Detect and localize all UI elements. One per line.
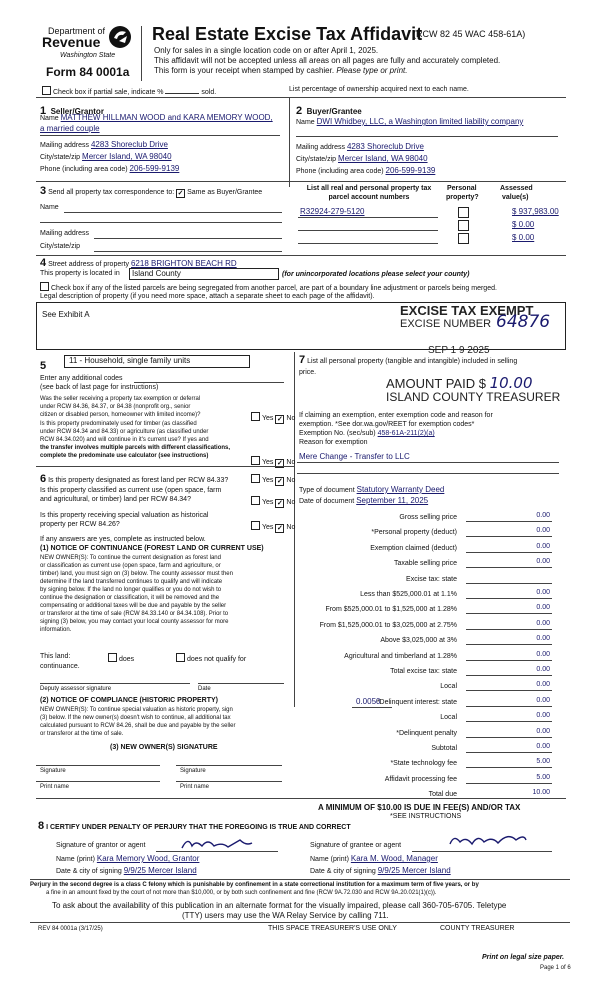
s6-notice1-line: or classification as current use (open space, farm and agriculture, or [40,563,221,569]
local-rate[interactable]: 0.0050 [356,697,381,706]
s6-q3b: property per RCW 84.26? [40,521,120,528]
s6-notice1-line: NEW OWNER(S): To continue the current designation as forest land [40,555,221,561]
buyer-city[interactable]: Mercer Island, WA 98040 [338,154,428,163]
s6-notice1-line: compensating or additional taxes will be due and payable by the seller [40,603,227,609]
grantor-name-label: Name (print) [56,856,95,863]
tax-row-underline [466,567,552,568]
revision-number: REV 84 0001a (3/17/25) [38,926,103,932]
claim-line1: If claiming an exemption, enter exemption code and reason for [299,412,493,419]
deputy-signature-label: Deputy assessor signature [40,686,112,692]
tax-row-value[interactable]: 0.00 [536,543,550,550]
grantor-name[interactable]: Kara Memory Wood, Grantor [96,854,200,863]
section5-number: 5 [40,360,47,372]
does-not-label: does not qualify for [187,656,247,663]
tax-row-label: Total due [428,791,457,798]
section7-number: 7 [299,354,306,366]
dept-revenue: Revenue [42,34,101,50]
parcel-header2: parcel account numbers [328,194,410,201]
personal-header1: Personal [447,185,477,192]
tax-row-value[interactable]: 5.00 [536,774,550,781]
assessed-header1: Assessed [500,185,533,192]
tax-row-value[interactable]: 0.00 [536,681,550,688]
s6-q3a: Is this property receiving special valuation as historical [40,512,209,519]
tax-row-value[interactable]: 0.00 [536,589,550,596]
seller-heading: Seller/Grantor [50,107,104,116]
yes-label: Yes [262,524,274,531]
new-owner-print-name-label: Print name [40,784,70,790]
s6-notice2-title: (2) NOTICE OF COMPLIANCE (HISTORIC PROPERTY) [40,697,218,704]
sold-label: sold. [201,89,217,96]
dept-state: Washington State [60,52,116,59]
tax-row-label: Total excise tax: state [390,668,457,675]
tax-row-label: Local [440,683,457,690]
no-label: No [286,415,296,422]
s6-q2-no-checkbox[interactable] [275,499,284,508]
tax-row-value[interactable]: 0.00 [536,697,550,704]
legal-description: See Exhibit A [42,310,90,319]
seller-name-line1[interactable]: MATTHEW HILLMAN WOOD and KARA MEMORY WOOD, [60,113,273,122]
personal-property-checkbox[interactable] [458,233,469,244]
accessibility-line1: To ask about the availability of this publication in an alternate format for the visually impaired, please call 360-705-6705. Teletype [52,901,507,910]
does-checkbox[interactable] [108,653,117,662]
exemption-no[interactable]: 458-61A-211(2)(a) [377,430,435,437]
county-treasurer-label: COUNTY TREASURER [440,925,515,932]
tax-row-value[interactable]: 0.00 [536,620,550,627]
tax-row-underline [466,629,552,630]
tax-row-label: Subtotal [431,745,457,752]
new-owner-print-name-label: Print name [180,784,210,790]
doc-type-label: Type of document [299,487,355,494]
section1-number: 1 [40,105,47,117]
yes-label: Yes [262,415,274,422]
tax-row-value[interactable]: 0.00 [536,558,550,565]
section6-number: 6 [40,473,47,485]
same-as-buyer-checkbox[interactable] [176,189,185,198]
parcel-number[interactable]: R32924-279-5120 [300,207,365,216]
s6-notice1-line: information. [40,627,72,633]
partial-sale-checkbox[interactable] [42,86,51,95]
buyer-heading: Buyer/Grantee [306,107,362,116]
amount-paid: 10.00 [489,374,533,392]
s6-notice2-line: or transferor at the time of sale. [40,731,124,737]
tax-row-value[interactable]: 0.00 [536,604,550,611]
continuance-label: continuance. [40,663,80,670]
buyer-city-label: City/state/zip [296,156,337,163]
tax-row-label: Excise tax: state [406,576,457,583]
s6-notice2-line: calculated pursuant to RCW 84.26, shall be due and payable by the seller [40,723,236,729]
s5-q2-line4: the transfer involves multiple parcels with different classifications, [40,445,231,451]
s6-q3-yes-checkbox[interactable] [251,521,260,530]
s5-q2-yes-checkbox[interactable] [251,456,260,465]
partial-label: Check box if partial sale, indicate % [53,89,164,96]
additional-codes-note: (see back of last page for instructions) [40,384,159,391]
s5-q2-line5: complete the predominate use calculator (see instructions) [40,453,209,459]
s6-q1: Is this property designated as forest land per RCW 84.33? [48,477,229,484]
assessed-value[interactable]: $ 0.00 [512,233,535,242]
certify-heading: I CERTIFY UNDER PENALTY OF PERJURY THAT THE FOREGOING IS TRUE AND CORRECT [46,824,351,831]
yes-label: Yes [262,459,274,466]
tax-row-label: Affidavit processing fee [384,776,457,783]
reason-label: Reason for exemption [299,439,368,446]
stamp-exempt: EXCISE TAX EXEMPT [400,303,534,318]
tax-row-label: Agricultural and timberland at 1.28% [344,653,457,660]
street-address[interactable]: 6218 BRIGHTON BEACH RD [130,259,237,268]
additional-codes-label: Enter any additional codes [40,375,123,382]
s6-notice1-line: signing (3) below, you may contact your local county assessor for more [40,619,229,625]
buyer-mailing[interactable]: 4283 Shoreclub Drive [346,142,424,151]
does-label: does [119,656,135,663]
tax-row-value[interactable]: 10.00 [532,789,550,796]
treasurer-use-label: THIS SPACE TREASURER'S USE ONLY [268,925,397,932]
grantee-date-label: Date & city of signing [310,868,376,875]
tax-row-underline [466,598,552,599]
s6-notice2-line: NEW OWNER(S): To continue special valuation as historic property, sign [40,707,233,713]
dept-line1: Department of [48,26,106,36]
tax-row-label: Above $3,025,000 at 3% [380,637,457,644]
page-title: Real Estate Excise Tax Affidavit [152,24,423,44]
tax-row-underline [466,706,552,707]
tax-row-label: From $525,000.01 to $1,525,000 at 1.28% [325,606,457,613]
tax-row-underline [466,583,552,584]
segregated-checkbox[interactable] [40,282,49,291]
section3-text: Send all property tax correspondence to: [48,189,175,196]
grantee-signature [446,830,530,852]
seller-mailing[interactable]: 4283 Shoreclub Drive [90,140,168,149]
tax-row-label: Exemption claimed (deduct) [370,545,457,552]
grantee-name-label: Name (print) [310,856,349,863]
tax-row-underline [466,783,552,784]
tax-row-underline [466,737,552,738]
accessibility-line2: (TTY) users may use the WA Relay Service by calling 711. [182,911,389,920]
s6-q2a: Is this property classified as current use (open space, farm [40,487,222,494]
tax-row-label: Gross selling price [399,514,457,521]
county-note: (for unincorporated locations please select your county) [282,271,470,278]
tax-row-label: From $1,525,000.01 to $3,025,000 at 2.75% [319,622,457,629]
claim-line2: exemption. *See dor.wa.gov/REET for exemption codes* [299,421,475,428]
tax-row-value[interactable]: 0.00 [536,728,550,735]
doc-type[interactable]: Statutory Warranty Deed [356,485,445,494]
segregated-text: Check box if any of the listed parcels are being segregated from another parcel, are part of a boundary line adjustment or parcels being merged. [51,285,497,292]
tax-row-label: Less than $525,000.01 at 1.1% [360,591,457,598]
s6-q1-yes-checkbox[interactable] [251,474,260,483]
header-line2: This affidavit will not be accepted unless all areas on all pages are fully and accurately completed. [154,56,501,65]
tax-row-label: *State technology fee [390,760,457,767]
tax-row-underline [466,613,552,614]
tax-row-underline [466,644,552,645]
buyer-name[interactable]: DWI Whidbey, LLC, a Washington limited liability company [316,117,524,126]
exemption-no-label: Exemption No. (sec/sub) [299,430,376,437]
tax-row-label: *Delinquent interest: state [376,699,457,706]
s5-q1-line3: citizen or disabled person, homeowner with limited income)? [40,412,201,418]
legal-paper-note: Print on legal size paper. [482,954,565,961]
county-select[interactable]: Island County [129,268,279,280]
s6-notice3-title: (3) NEW OWNER(S) SIGNATURE [110,744,218,751]
seller-name-line2[interactable]: a married couple [40,124,100,133]
assessed-value[interactable]: $ 0.00 [512,220,535,229]
seller-name-label: Name [40,115,59,122]
s6-notice1-line: by signing below. If the land no longer qualifies or you do not wish to [40,587,222,593]
land-use-code-select[interactable]: 11 - Household, single family units [64,355,250,368]
stamp-excise-number: 64876 [496,312,551,332]
deputy-date-label: Date [198,686,211,692]
form-number: Form 84 0001a [46,65,130,79]
tax-row-label: Local [440,714,457,721]
no-label: No [286,477,296,484]
section2-number: 2 [296,105,303,117]
parcel-header1: List all real and personal property tax [306,185,432,192]
personal-property-checkbox[interactable] [458,207,469,218]
tax-row-underline [466,521,552,522]
buyer-phone[interactable]: 206-599-9139 [385,166,436,175]
tax-row-underline [466,752,552,753]
no-label: No [286,499,296,506]
s6-notice1-line: continue the designation or classification, it will be removed and the [40,595,220,601]
s6-notice2-line: (3) below. If the new owner(s) doesn't wish to continue, all additional tax [40,715,231,721]
s6-notice1-line: determine if the land transferred continues to qualify and will indicate [40,579,223,585]
page-number: Page 1 of 6 [540,965,571,971]
tax-row-label: Taxable selling price [393,560,457,567]
county-treasurer-stamp: ISLAND COUNTY TREASURER [386,390,561,404]
personal-header2: property? [446,194,479,201]
same-as-buyer-label: Same as Buyer/Grantee [187,189,263,196]
tax-row-underline [466,690,552,691]
s5-q2-line2: under RCW 84.34 and 84.33) or agriculture (as classified under [40,429,209,435]
seller-phone[interactable]: 206-599-9139 [129,164,180,173]
doc-date[interactable]: September 11, 2025 [356,496,429,505]
tax-row-value[interactable]: 0.00 [536,512,550,519]
stamp-excise-label: EXCISE NUMBER [400,318,492,330]
exemption-reason[interactable]: Mere Change - Transfer to LLC [299,452,410,461]
grantor-date[interactable]: 9/9/25 Mercer Island [123,866,197,875]
s6-q1-no-checkbox[interactable] [275,477,284,486]
amount-paid-label: AMOUNT PAID $ [386,376,486,391]
s5-q1-yes-checkbox[interactable] [251,412,260,421]
no-label: No [286,459,296,466]
tax-row-underline [466,660,552,661]
seller-city[interactable]: Mercer Island, WA 98040 [82,152,172,161]
grantee-name[interactable]: Kara M. Wood, Manager [350,854,438,863]
s6-notice1-line: or transferor at the time of sale (RCW 84.33.140 or 84.34.108). Prior to [40,611,229,617]
s7-text2: price. [299,369,317,376]
s5-q1-no-checkbox[interactable] [275,415,284,424]
tax-row-value[interactable]: 5.00 [536,758,550,765]
s6-notice1-title: (1) NOTICE OF CONTINUANCE (FOREST LAND OR CURRENT USE) [40,545,264,552]
s6-notice1-line: timber) land, you must sign on (3) below. The county assessor must then [40,571,233,577]
section3-number: 3 [40,185,47,197]
s5-q1-line1: Was the seller receiving a property tax exemption or deferral [40,396,201,402]
this-land-label: This land: [40,653,71,660]
header-line1: Only for sales in a single location code on or after April 1, 2025. [154,46,379,55]
tax-row-value[interactable]: 0.00 [536,666,550,673]
tax-row-underline [466,675,552,676]
assessed-header2: value(s) [502,194,529,201]
tax-row-underline [466,552,552,553]
tax-row-underline [466,536,552,537]
perjury-line1: Perjury in the second degree is a class C felony which is punishable by confinement in a state correctional institution for a maximum term of five years, or by [30,882,479,888]
s6-q2b: and agricultural, or timber) land per RCW 84.34? [40,496,191,503]
minimum-due-line1: A MINIMUM OF $10.00 IS DUE IN FEE(S) AND/OR TAX [318,803,521,812]
minimum-due-line2: *SEE INSTRUCTIONS [390,813,462,820]
header-line3a: This form is your receipt when stamped by cashier. [154,66,335,75]
grantee-signature-label: Signature of grantee or agent [310,842,402,849]
grantor-signature-label: Signature of grantor or agent [56,842,146,849]
seller-phone-label: Phone (including area code) [40,166,128,173]
grantor-date-label: Date & city of signing [56,868,122,875]
new-owner-signature-label: Signature [180,768,206,774]
yes-label: Yes [262,499,274,506]
seller-city-label: City/state/zip [40,154,81,161]
buyer-mailing-label: Mailing address [296,144,346,151]
s3-mailing-label: Mailing address [40,230,90,237]
grantor-signature [178,834,258,854]
tax-row-underline [466,721,552,722]
section8-number: 8 [38,820,45,832]
list-percentage-note: List percentage of ownership acquired next to each name. [289,86,469,93]
tax-row-value[interactable]: 0.00 [536,651,550,658]
revenue-logo-icon [108,24,132,50]
personal-property-checkbox[interactable] [458,220,469,231]
s6-if-yes: If any answers are yes, complete as instructed below. [40,536,206,543]
tax-row-label: *Delinquent penalty [396,730,457,737]
s6-q3-no-checkbox[interactable] [275,524,284,533]
s5-q1-line2: under RCW 84.36, 84.37, or 84.38 (nonprofit org., senior [40,404,191,410]
buyer-phone-label: Phone (including area code) [296,168,384,175]
tax-row-label: *Personal property (deduct) [371,529,457,536]
street-label: Street address of property [48,261,130,268]
tax-row-underline [466,767,552,768]
no-label: No [286,524,296,531]
doc-date-label: Date of document [299,498,355,505]
title-rcw: (RCW 82 45 WAC 458-61A) [413,29,526,39]
seller-mailing-label: Mailing address [40,142,90,149]
s7-text1: List all personal property (tangible and intangible) included in selling [307,358,518,365]
s3-name-label: Name [40,204,59,211]
new-owner-signature-label: Signature [40,768,66,774]
legal-description-label: Legal description of property (if you need more space, attach a separate sheet to each page of the affidavit). [40,293,375,300]
tax-row-value[interactable]: 0.00 [536,527,550,534]
tax-row-value[interactable]: 0.00 [536,635,550,642]
perjury-line2: a fine in an amount fixed by the court of not more than $10,000, or by both such confinement and fine (RCW 9A.72.030 and RCW 9A.20.021(1)(c)). [46,890,437,896]
s3-city-label: City/state/zip [40,243,81,250]
s5-q2-line1: Is this property predominately used for timber (as classified [40,421,197,427]
located-label: This property is located in [40,270,120,277]
tax-row-value[interactable]: 0.00 [536,712,550,719]
header-line3b: Please type or print. [336,66,408,75]
yes-label: Yes [262,477,274,484]
s5-q2-line3: RCW 84.34.020) and will continue in it's current use? If yes and [40,437,209,443]
grantee-date[interactable]: 9/9/25 Mercer Island [377,866,451,875]
s6-q2-yes-checkbox[interactable] [251,496,260,505]
buyer-name-label: Name [296,119,315,126]
tax-row-value[interactable]: 0.00 [536,743,550,750]
does-not-checkbox[interactable] [176,653,185,662]
assessed-value[interactable]: $ 937,983.00 [512,207,559,216]
section4-number: 4 [40,257,47,269]
stamp-date: SEP 1 9 2025 [428,345,490,356]
